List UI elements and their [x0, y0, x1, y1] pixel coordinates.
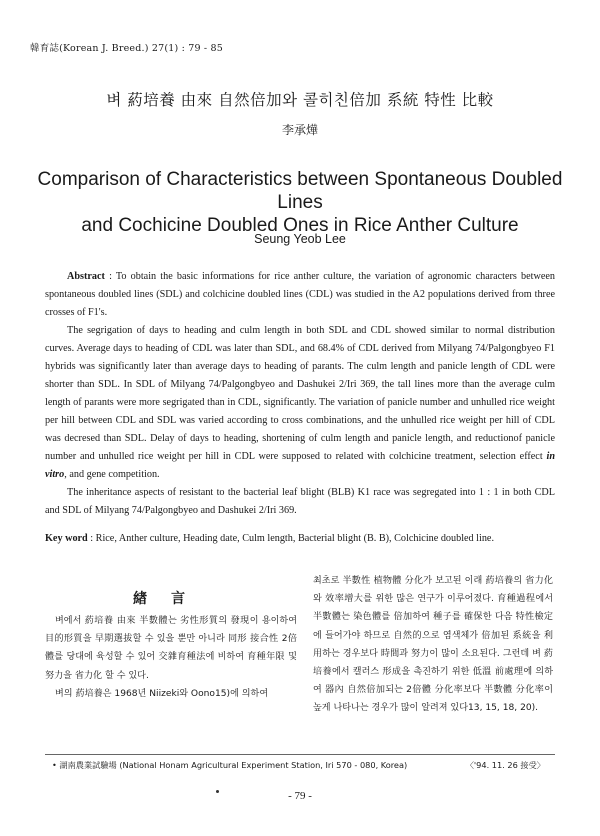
keywords	[45, 530, 565, 548]
intro-right-paragraph-1: 최초로 半數性 植物體 分化가 보고된 이래 葯培養의 省力化와 效率增大를 위한 많은 연구가 이루어졌다. 育種過程에서 半數體는 染色體를 倍加하여 種子를 確保한 다음 特性檢定에 들어가야 하므로 自然的으로 염색체가 倍加된 系統을 利用하는 경우보다 時間과 努力이 많이 소요된다. 그런데 벼 葯培養에서 캘러스 形成을 촉진하기 위한 低溫 前處理에 의하여 器內 自然倍加되는 2倍體 分化率보다 半數體 分化率이 높게 나타나는 경우가 많이 알려져 있다13, 15, 18, 20).	[313, 576, 553, 714]
page-number: - 79 -	[288, 790, 312, 802]
keyword-text: : Rice, Anther culture, Heading date, Culm length, Bacterial blight (B. B), Colchicine doubled line.	[87, 533, 495, 544]
abstract-paragraph-1	[45, 268, 555, 322]
footnote-received-date: 〈'94. 11. 26 接受〉	[465, 760, 545, 770]
keyword-label: Key word	[45, 533, 88, 544]
abstract-text-2: The segrigation of days to heading and culm length in both SDL and CDL showed similar to normal distribution curves. Average days to heading of CDL was later than SDL, and 68.4% of CDL derived from Milyang 74/Palgongbyeo F1 hybrids was significantly later than average days to heading of parants. The culm length and panicle length of CDL were shorter than SDL. In SDL of Milyang 74/Palgongbyeo and Dashukei 2/Iri 369, the tall lines more than the average culm length of parants were more segrigated than in CDL, significantly. The variation of panicle number and unhulled rice weight per hill between CDL and SDL was varied according to cross combinations, and the unhulled rice weight per hill of CDL was decresed than SDL. Delay of days to heading, shortening of culm length and panicle length, and reductionof panicle number and unhulled rice weight per hill in CDL were supposed to related with colchicine treatment, selection effect	[45, 325, 555, 462]
abstract	[45, 268, 555, 520]
footnote-affiliation: • 湖南農業試驗場 (National Honam Agricultural Experiment Station, Iri 570 - 080, Korea)	[52, 760, 408, 770]
abstract-text-2-end: , and gene competition.	[64, 469, 160, 480]
english-title-line-2: and Cochicine Doubled Ones in Rice Anther Culture	[81, 215, 519, 236]
footnote-divider	[45, 754, 555, 755]
journal-header: 韓育誌(Korean J. Breed.) 27(1) : 79 - 85	[30, 43, 224, 54]
section-heading: 緖言	[133, 591, 209, 607]
english-title	[20, 168, 580, 237]
intro-left-paragraph-1: 벼에서 葯培養 由來 半數體는 劣性形質의 發現이 용이하여 目的形質을 早期選拔할 수 있을 뿐만 아니라 同形 接合性 2倍體를 당대에 육성할 수 있어 交雜育種法에 비하여 育種年限 및 努力을 省力化 할 수 있다.	[45, 616, 297, 681]
korean-title: 벼 葯培養 由來 自然倍加와 콜히친倍加 系統 特性 比較	[106, 91, 494, 109]
abstract-italic: in vitro	[45, 451, 556, 480]
korean-author: 李承燁	[281, 123, 318, 137]
abstract-paragraph-2	[45, 322, 555, 484]
intro-right-column	[313, 572, 553, 718]
intro-left-column	[45, 612, 297, 703]
english-title-line-1: Comparison of Characteristics between Spontaneous Doubled Lines	[37, 169, 563, 213]
abstract-text-3: The inheritance aspects of resistant to the bacterial leaf blight (BLB) K1 race was segregated into 1 : 1 in both CDL and SDL of Milyang 74/Palgongbyeo and Dashukei 2/Iri 369.	[45, 487, 555, 516]
abstract-text-1: : To obtain the basic informations for rice anther culture, the variation of agronomic characters between spontaneous doubled lines (SDL) and colchicine doubled lines (CDL) was studied in the A2 populations derived from three crosses of F1's.	[45, 271, 555, 318]
abstract-label: Abstract	[67, 271, 105, 282]
english-author: Seung Yeob Lee	[254, 232, 346, 246]
abstract-paragraph-3	[45, 484, 555, 520]
intro-left-paragraph-2: 벼의 葯培養은 1968년 Niizeki와 Oono15)에 의하여	[55, 688, 269, 699]
